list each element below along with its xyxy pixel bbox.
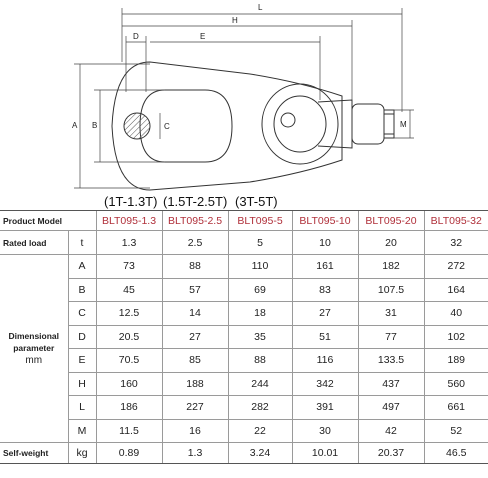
dim-label-C: C — [164, 122, 170, 131]
table-row-dim-L — [0, 396, 488, 420]
table-cell: 497 — [358, 396, 424, 420]
table-cell: 0.89 — [96, 443, 162, 464]
table-cell: 160 — [96, 372, 162, 396]
dimensional-parameter-label — [0, 255, 68, 443]
table-cell: 437 — [358, 372, 424, 396]
table-cell: 391 — [292, 396, 358, 420]
table-cell: 110 — [228, 255, 292, 279]
table-cell: 20.5 — [96, 325, 162, 349]
inner-slot-outline — [140, 90, 232, 162]
dimensional-parameter-unit: mm — [25, 354, 43, 366]
table-cell: 73 — [96, 255, 162, 279]
table-cell: 42 — [358, 419, 424, 443]
dim-key: D — [68, 325, 96, 349]
table-cell: 20 — [358, 231, 424, 255]
table-cell: 182 — [358, 255, 424, 279]
dim-label-E: E — [200, 32, 206, 41]
table-cell: 342 — [292, 372, 358, 396]
dim-label-D: D — [133, 32, 139, 41]
table-cell: 661 — [424, 396, 488, 420]
table-cell: 27 — [292, 302, 358, 326]
table-cell: 52 — [424, 419, 488, 443]
table-row-product-model — [0, 211, 488, 231]
table-cell: 32 — [424, 231, 488, 255]
table-cell: 188 — [162, 372, 228, 396]
product-model-label: Product Model — [0, 211, 96, 231]
rated-load-unit: t — [68, 231, 96, 255]
table-row-dim-D — [0, 325, 488, 349]
table-cell: 40 — [424, 302, 488, 326]
table-row-dim-C — [0, 302, 488, 326]
table-row-dim-B — [0, 278, 488, 302]
table-row-dim-M — [0, 419, 488, 443]
model-cell: BLT095-20 — [358, 211, 424, 231]
table-cell: 116 — [292, 349, 358, 373]
model-cell: BLT095-32 — [424, 211, 488, 231]
table-cell: 189 — [424, 349, 488, 373]
spec-table — [0, 210, 488, 464]
table-row-rated-load — [0, 231, 488, 255]
table-cell: 20.37 — [358, 443, 424, 464]
range-label-2: (1.5T-2.5T) — [163, 194, 228, 209]
dim-label-H: H — [232, 16, 238, 25]
self-weight-unit: kg — [68, 443, 96, 464]
table-cell: 31 — [358, 302, 424, 326]
dim-key: A — [68, 255, 96, 279]
table-cell: 45 — [96, 278, 162, 302]
table-cell: 2.5 — [162, 231, 228, 255]
table-cell: 14 — [162, 302, 228, 326]
table-cell: 1.3 — [162, 443, 228, 464]
table-cell: 70.5 — [96, 349, 162, 373]
table-cell: 1.3 — [96, 231, 162, 255]
table-row-dim-H — [0, 372, 488, 396]
table-cell: 83 — [292, 278, 358, 302]
table-cell: 22 — [228, 419, 292, 443]
swivel-eye-technical-drawing — [0, 0, 488, 192]
hatched-section — [124, 113, 150, 139]
table-cell: 107.5 — [358, 278, 424, 302]
table-cell: 88 — [228, 349, 292, 373]
rated-load-label: Rated load — [0, 231, 68, 255]
dim-key: C — [68, 302, 96, 326]
table-cell: 282 — [228, 396, 292, 420]
table-cell: 3.24 — [228, 443, 292, 464]
self-weight-label: Self-weight — [0, 443, 68, 464]
model-cell: BLT095-1.3 — [96, 211, 162, 231]
table-cell: 10.01 — [292, 443, 358, 464]
dim-label-L: L — [258, 3, 263, 12]
table-cell: 46.5 — [424, 443, 488, 464]
table-row-self-weight — [0, 443, 488, 464]
table-cell: 11.5 — [96, 419, 162, 443]
table-cell: 102 — [424, 325, 488, 349]
table-cell: 35 — [228, 325, 292, 349]
dim-key: M — [68, 419, 96, 443]
table-cell: 272 — [424, 255, 488, 279]
table-cell: 10 — [292, 231, 358, 255]
table-cell: 244 — [228, 372, 292, 396]
table-cell: 12.5 — [96, 302, 162, 326]
model-cell: BLT095-2.5 — [162, 211, 228, 231]
table-cell: 30 — [292, 419, 358, 443]
table-cell: 560 — [424, 372, 488, 396]
table-cell: 88 — [162, 255, 228, 279]
table-cell: 161 — [292, 255, 358, 279]
model-cell: BLT095-5 — [228, 211, 292, 231]
dimensional-parameter-text: Dimensional parameter — [8, 330, 60, 353]
range-label-1: (1T-1.3T) — [104, 194, 158, 209]
table-cell: 133.5 — [358, 349, 424, 373]
table-cell: 164 — [424, 278, 488, 302]
dim-key: H — [68, 372, 96, 396]
dim-key: L — [68, 396, 96, 420]
dim-label-B: B — [92, 121, 98, 130]
table-cell: 186 — [96, 396, 162, 420]
range-label-3: (3T-5T) — [235, 194, 278, 209]
table-cell: 27 — [162, 325, 228, 349]
table-cell: 85 — [162, 349, 228, 373]
table-cell: 227 — [162, 396, 228, 420]
dim-label-A: A — [72, 121, 78, 130]
table-cell: 16 — [162, 419, 228, 443]
pin-circle — [281, 113, 295, 127]
table-row-dim-A — [0, 255, 488, 279]
dim-key: B — [68, 278, 96, 302]
dim-key: E — [68, 349, 96, 373]
dim-label-M: M — [400, 120, 407, 129]
table-cell: 5 — [228, 231, 292, 255]
model-cell: BLT095-10 — [292, 211, 358, 231]
table-cell: 51 — [292, 325, 358, 349]
bolt-head — [352, 104, 384, 144]
table-cell: 18 — [228, 302, 292, 326]
table-cell: 57 — [162, 278, 228, 302]
table-cell: 77 — [358, 325, 424, 349]
table-row-dim-E — [0, 349, 488, 373]
table-cell: 69 — [228, 278, 292, 302]
